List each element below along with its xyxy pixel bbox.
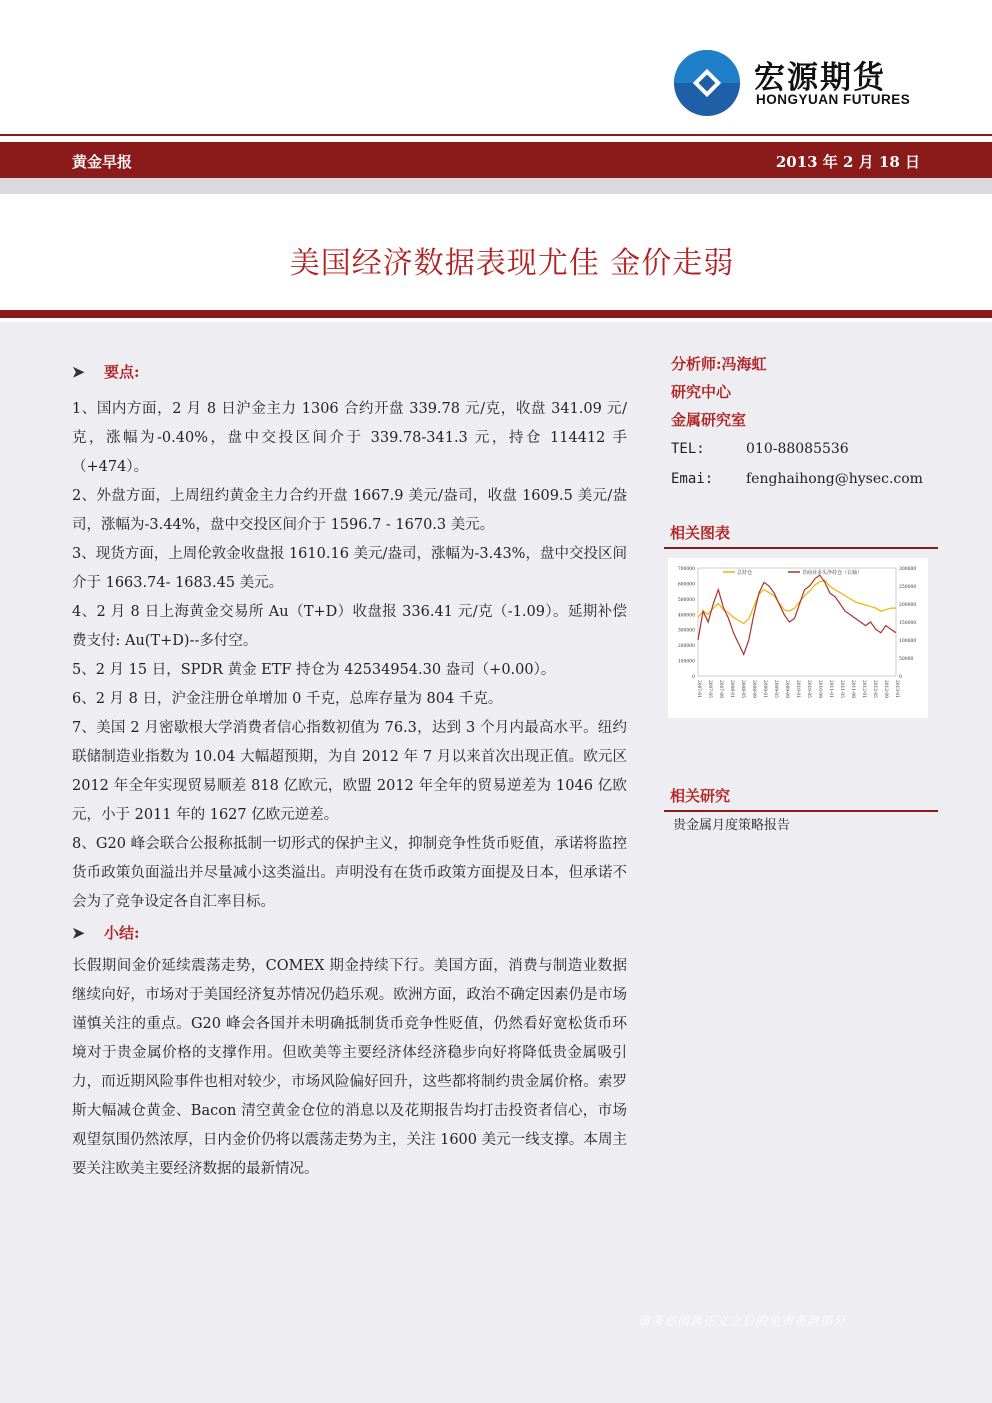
- x-tick-label: 2011-09: [850, 680, 855, 698]
- x-tick-label: 2007-09: [718, 680, 723, 698]
- analyst-name: 分析师:冯海虹: [671, 355, 767, 373]
- header-grey-strip: [0, 178, 992, 194]
- right-tick-label: 200000: [899, 603, 917, 608]
- right-tick-label: 100000: [899, 639, 917, 644]
- legend-label-2: 非商业多头净持仓（右轴）: [802, 570, 863, 576]
- sidebar: [671, 350, 941, 494]
- department: 研究中心: [671, 383, 732, 401]
- right-tick-label: 250000: [899, 585, 917, 590]
- summary-text: 长假期间金价延续震荡走势，COMEX 期金持续下行。美国方面，消费与制造业数据继续向好，市场对于美国经济复苏情况仍趋乐观。欧洲方面，政治不确定因素仍是市场谨慎关注的重点。G20 峰会各国并未明确抵制货币竞争性贬值，仍然看好宽松货币环境对于贵金属价格的支撑作用。但欧美等主要经济体经济稳步向好将降低贵金属吸引力，而近期风险事件也相对较少，市场风险偏好回升，这些都将制约贵金属价格。索罗斯大幅减仓黄金、Bacon 清空黄金仓位的消息以及花期报告均打击投资者信心，市场观望氛围仍然浓厚，日内金价仍将以震荡走势为主，关注 1600 美元一线支撑。本周主要关注欧美主要经济数据的最新情况。: [72, 958, 627, 1177]
- x-tick-label: 2012-05: [872, 680, 877, 698]
- x-tick-label: 2012-09: [883, 680, 888, 698]
- x-tick-label: 2011-05: [839, 680, 844, 698]
- right-tick-label: 150000: [899, 621, 917, 626]
- sub-department: 金属研究室: [671, 411, 747, 429]
- left-tick-label: 100000: [677, 659, 695, 665]
- header-rule: [0, 134, 992, 136]
- brand-logo: [672, 48, 912, 118]
- left-tick-label: 0: [692, 675, 695, 680]
- x-tick-label: 2012-01: [861, 680, 866, 698]
- page-title: 美国经济数据表现尤佳 金价走弱: [289, 246, 735, 281]
- point-2: 2、外盘方面，上周纽约黄金主力合约开盘 1667.9 美元/盎司，收盘 1609.5 美元/盎司，涨幅为-3.44%，盘中交投区间介于 1596.7 - 1670.3 美元。: [72, 488, 627, 533]
- tel-value: 010-88085536: [746, 441, 849, 457]
- left-tick-label: 500000: [677, 597, 695, 603]
- left-tick-label: 200000: [677, 644, 695, 650]
- header-band: [0, 142, 992, 178]
- point-3: 3、现货方面，上周伦敦金收盘报 1610.16 美元/盎司，涨幅为-3.43%，盘中交投区间介于 1663.74- 1683.45 美元。: [72, 546, 627, 591]
- brand-name-cn: 宏源期货: [754, 60, 886, 96]
- right-tick-label: 0: [899, 675, 902, 680]
- point-4: 4、2 月 8 日上海黄金交易所 Au（T+D）收盘报 336.41 元/克（-1.09）。延期补偿费支付: Au(T+D)--多付空。: [72, 604, 627, 649]
- point-6: 6、2 月 8 日，沪金注册仓单增加 0 千克，总库存量为 804 千克。: [72, 691, 503, 707]
- report-type: 黄金早报: [72, 153, 133, 171]
- holdings-chart-svg: [668, 558, 928, 718]
- left-tick-label: 700000: [677, 567, 695, 572]
- holdings-chart: [668, 558, 928, 718]
- related-research-item[interactable]: 贵金属月度策略报告: [673, 818, 791, 833]
- email-row: Emai: fenghaihong@hysec.com: [671, 471, 923, 487]
- right-tick-label: 300000: [899, 567, 917, 572]
- main-content: [72, 358, 627, 1184]
- plot-frame: [698, 568, 896, 676]
- x-tick-label: 2009-09: [784, 680, 789, 698]
- point-7: 7、美国 2 月密歇根大学消费者信心指数初值为 76.3，达到 3 个月内最高水平。纽约联储制造业指数为 10.04 大幅超预期，为自 2012 年 7 月以来首次出现正值。欧元区 2012 年全年实现贸易顺差 818 亿欧元，欧盟 2012 年全年的贸易逆差为 1046 亿欧元，小于 2011 年的 1627 亿欧元逆差。: [72, 720, 627, 823]
- related-research-heading: 相关研究: [664, 785, 938, 812]
- x-tick-label: 2008-09: [751, 680, 756, 698]
- report-date: 2013 年 2 月 18 日: [775, 153, 920, 171]
- x-tick-label: 2008-01: [729, 680, 734, 698]
- left-tick-label: 400000: [677, 613, 695, 619]
- arrow-bullet-icon: ➤: [72, 363, 85, 381]
- arrow-bullet-icon: ➤: [72, 924, 85, 942]
- title-rule: [0, 310, 992, 318]
- point-8: 8、G20 峰会联合公报称抵制一切形式的保护主义，抑制竞争性货币贬值，承诺将监控货币政策负面溢出并尽量减小这类溢出。声明没有在货币政策方面提及日本，但承诺不会为了竞争设定各自汇率目标。: [72, 836, 627, 910]
- point-5: 5、2 月 15 日，SPDR 黄金 ETF 持仓为 42534954.30 盎司（+0.00）。: [72, 662, 556, 678]
- x-tick-label: 2007-05: [707, 680, 712, 698]
- tel-row: TEL: 010-88085536: [671, 441, 849, 457]
- x-tick-label: 2009-01: [762, 680, 767, 698]
- series-line-2: [698, 575, 896, 654]
- email-link[interactable]: fenghaihong@hysec.com: [746, 471, 923, 487]
- disclaimer-footer: 请务必阅读正文之后的免责条款部分: [638, 1314, 847, 1328]
- x-tick-label: 2013-01: [894, 680, 899, 698]
- x-tick-label: 2010-01: [795, 680, 800, 698]
- legend-label-1: 总持仓: [737, 570, 753, 576]
- right-tick-label: 50000: [899, 657, 914, 662]
- related-chart-heading: 相关图表: [664, 522, 938, 549]
- x-tick-label: 2007-01: [696, 680, 701, 698]
- x-tick-label: 2011-01: [828, 680, 833, 698]
- key-points-heading: ➤ 要点:: [72, 358, 627, 387]
- x-tick-label: 2010-05: [806, 680, 811, 698]
- left-tick-label: 300000: [677, 628, 695, 634]
- point-1: 1、国内方面，2 月 8 日沪金主力 1306 合约开盘 339.78 元/克，收盘 341.09 元/克，涨幅为-0.40%，盘中交投区间介于 339.78-341.3 元，持仓 114412 手（+474）。: [72, 401, 627, 475]
- x-tick-label: 2008-05: [740, 680, 745, 698]
- brand-name-en: HONGYUAN FUTURES: [756, 92, 911, 107]
- summary-heading: ➤ 小结:: [72, 919, 627, 948]
- x-tick-label: 2009-05: [773, 680, 778, 698]
- x-tick-label: 2010-09: [817, 680, 822, 698]
- left-tick-label: 600000: [677, 582, 695, 588]
- brand-emblem-icon: [672, 48, 742, 118]
